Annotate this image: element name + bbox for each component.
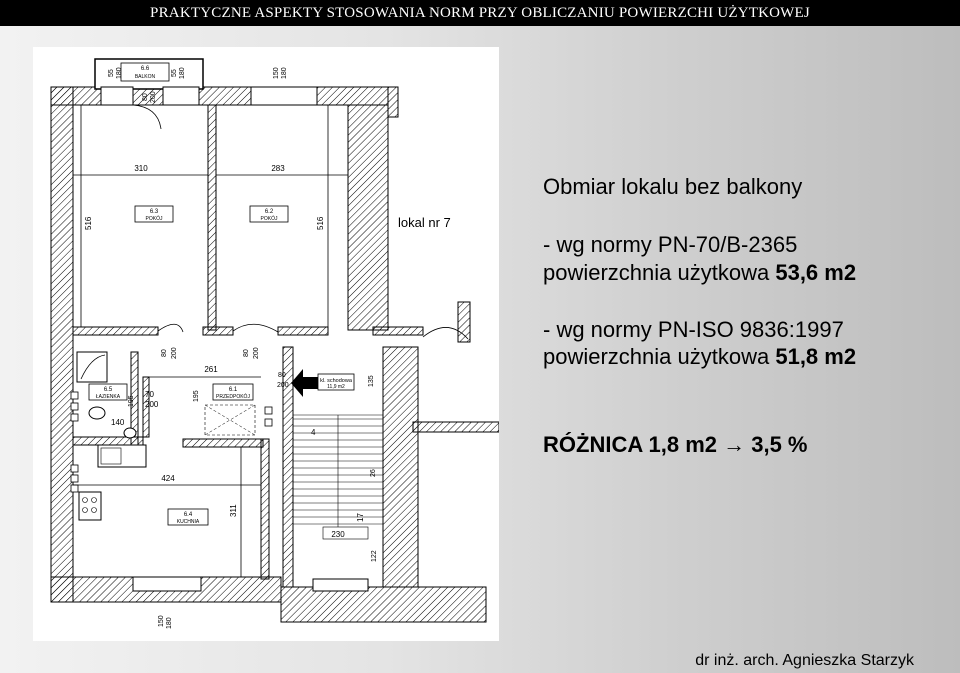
svg-text:261: 261 <box>204 365 218 374</box>
svg-text:200: 200 <box>277 382 289 389</box>
heading: Obmiar lokalu bez balkony <box>543 174 803 199</box>
balcony <box>95 59 203 89</box>
svg-text:6.1: 6.1 <box>228 387 238 393</box>
svg-text:180: 180 <box>281 67 288 79</box>
svg-text:26: 26 <box>370 469 377 477</box>
svg-text:6.5: 6.5 <box>103 387 113 393</box>
svg-text:6.2: 6.2 <box>264 209 274 215</box>
svg-text:kl. schodowa: kl. schodowa <box>320 378 352 384</box>
floor-plan <box>33 47 499 641</box>
svg-text:122: 122 <box>371 550 378 562</box>
svg-text:BALKON: BALKON <box>134 74 156 80</box>
svg-text:6.4: 6.4 <box>183 512 193 518</box>
svg-text:17: 17 <box>356 513 365 522</box>
area1-line <box>543 259 856 287</box>
svg-text:80: 80 <box>278 372 286 379</box>
author-footer: dr inż. arch. Agnieszka Starzyk <box>695 652 914 669</box>
norm2-label: - wg normy PN-ISO 9836:1997 <box>543 317 844 342</box>
svg-text:200: 200 <box>171 347 178 359</box>
svg-text:230: 230 <box>331 530 345 539</box>
area1-value: 53,6 m2 <box>775 260 857 285</box>
svg-text:80: 80 <box>243 349 250 357</box>
svg-text:283: 283 <box>271 164 285 173</box>
difference: RÓŻNICA 1,8 m2 → 3,5 % <box>543 432 808 457</box>
svg-text:195: 195 <box>193 390 200 402</box>
svg-text:200: 200 <box>150 91 157 103</box>
svg-text:4: 4 <box>311 428 316 437</box>
svg-text:55: 55 <box>108 69 115 77</box>
svg-text:311: 311 <box>229 504 238 517</box>
svg-text:ŁAZIENKA: ŁAZIENKA <box>95 394 121 400</box>
svg-text:PRZEDPOKÓJ: PRZEDPOKÓJ <box>216 394 250 400</box>
svg-text:6.6: 6.6 <box>140 66 150 72</box>
svg-text:516: 516 <box>84 216 93 230</box>
svg-text:KUCHNIA: KUCHNIA <box>176 519 200 525</box>
svg-text:180: 180 <box>166 617 173 629</box>
svg-text:424: 424 <box>161 474 175 483</box>
svg-text:150: 150 <box>273 67 280 79</box>
svg-text:310: 310 <box>134 164 148 173</box>
slide-header: PRAKTYCZNE ASPEKTY STOSOWANIA NORM PRZY OBLICZANIU POWIERZCHI UŻYTKOWEJ <box>0 0 960 26</box>
svg-text:195: 195 <box>128 395 135 407</box>
area2-prefix: powierzchnia użytkowa <box>543 344 776 369</box>
svg-text:80: 80 <box>142 93 149 101</box>
svg-text:55: 55 <box>171 69 178 77</box>
svg-text:135: 135 <box>368 375 375 387</box>
svg-text:200: 200 <box>145 400 159 409</box>
norm1-label: - wg normy PN-70/B-2365 <box>543 232 798 257</box>
svg-text:70: 70 <box>145 390 154 399</box>
area1-prefix: powierzchnia użytkowa <box>543 260 776 285</box>
area2-line <box>543 343 856 371</box>
svg-text:150: 150 <box>158 615 165 627</box>
unit-label: lokal nr 7 <box>398 215 451 230</box>
svg-text:6.3: 6.3 <box>149 209 159 215</box>
svg-text:POKÓJ: POKÓJ <box>145 216 163 222</box>
svg-text:516: 516 <box>316 216 325 230</box>
area2-value: 51,8 m2 <box>775 344 857 369</box>
svg-text:80: 80 <box>161 349 168 357</box>
svg-text:POKÓJ: POKÓJ <box>260 216 278 222</box>
svg-text:140: 140 <box>111 418 125 427</box>
svg-text:200: 200 <box>253 347 260 359</box>
svg-text:11,9 m2: 11,9 m2 <box>327 384 345 390</box>
svg-text:180: 180 <box>179 67 186 79</box>
svg-text:180: 180 <box>116 67 123 79</box>
